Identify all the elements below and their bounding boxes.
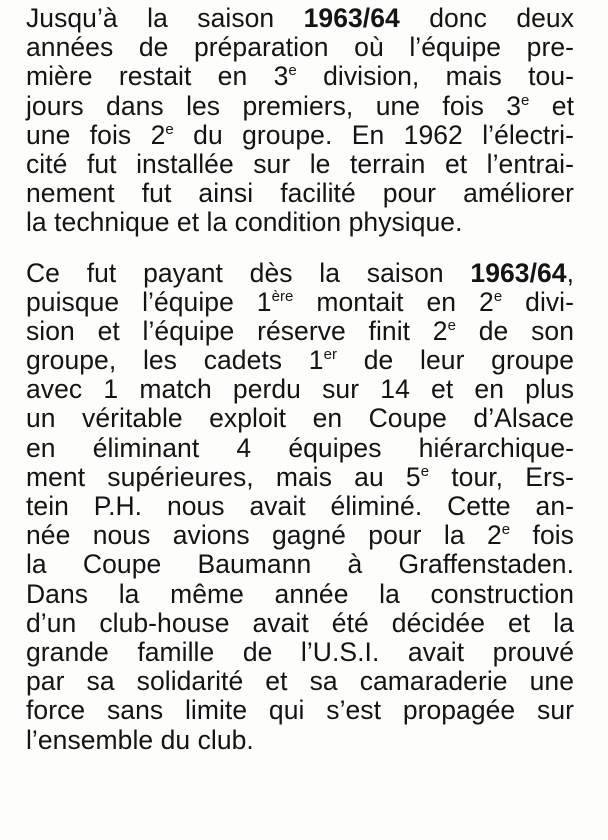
text-run: née nous avions gagné pour la 2 — [26, 520, 502, 551]
text-run: montait en 2 — [293, 286, 494, 317]
text-line — [26, 150, 574, 179]
text-line — [26, 208, 574, 237]
bold-season-text: 1963/64 — [470, 257, 567, 288]
text-run: avec 1 match perdu sur 14 et en plus — [26, 374, 574, 405]
text-run: grande famille de l’U.S.I. avait prouvé — [26, 636, 574, 667]
bold-season-text: 1963/64 — [303, 3, 400, 33]
text-line — [26, 404, 574, 433]
text-run: du groupe. En 1962 l’électri- — [173, 119, 574, 150]
text-line — [26, 696, 574, 725]
text-run: l’ensemble du club. — [26, 724, 254, 755]
text-run: ment supérieures, mais au 5 — [26, 461, 421, 492]
text-run: fois — [510, 520, 574, 551]
text-run: Ce fut payant dès la saison — [26, 257, 471, 288]
text-line — [26, 463, 574, 492]
ordinal-superscript: e — [165, 120, 174, 138]
text-run: force sans limite qui s’est propagée sur — [26, 695, 574, 726]
text-run: un véritable exploit en Coupe d’Alsace — [26, 403, 574, 434]
text-run: nement fut ainsi facilité pour améliorer — [26, 178, 574, 209]
text-line — [26, 434, 574, 463]
text-line — [26, 317, 574, 346]
text-line — [26, 179, 574, 208]
ordinal-superscript: ère — [271, 287, 294, 305]
text-line — [26, 726, 574, 755]
text-run: sion et l’équipe réserve finit 2 — [26, 315, 448, 346]
ordinal-superscript: e — [447, 316, 456, 334]
text-run: puisque l’équipe 1 — [26, 286, 272, 317]
text-run: division, mais tou- — [296, 61, 574, 92]
text-line — [26, 346, 574, 375]
text-run: années de préparation où l’équipe pre- — [26, 32, 574, 63]
text-line — [26, 121, 574, 150]
text-run: de leur groupe — [337, 345, 574, 376]
ordinal-superscript: e — [288, 62, 297, 80]
text-run: par sa solidarité et sa camaraderie une — [26, 666, 574, 697]
text-line — [26, 4, 574, 33]
text-line — [26, 667, 574, 696]
text-line — [26, 259, 574, 288]
text-run: groupe, les cadets 1 — [26, 345, 324, 376]
text-run: mière restait en 3 — [26, 61, 289, 92]
paragraph — [26, 259, 574, 755]
text-run: , — [566, 257, 574, 288]
text-run: divi- — [502, 286, 574, 317]
text-run: tein P.H. nous avait éliminé. Cette an- — [26, 491, 574, 521]
text-run: et — [529, 90, 574, 121]
ordinal-superscript: er — [323, 346, 338, 364]
text-run: donc deux — [399, 3, 575, 33]
text-run: jours dans les premiers, une fois 3 — [26, 90, 522, 121]
text-line — [26, 492, 574, 521]
text-run: Jusqu’à la saison — [26, 3, 304, 33]
text-run: d’un club-house avait été décidée et la — [26, 607, 574, 638]
ordinal-superscript: e — [521, 91, 530, 109]
text-run: de son — [456, 315, 574, 346]
text-line — [26, 375, 574, 404]
text-line — [26, 288, 574, 317]
ordinal-superscript: e — [493, 287, 503, 305]
text-run: tour, Ers- — [429, 461, 574, 492]
paragraph — [26, 4, 574, 238]
text-line — [26, 92, 574, 121]
text-line — [26, 521, 574, 550]
text-run: la Coupe Baumann à Graffenstaden. — [26, 549, 574, 580]
text-run: la technique et la condition physique. — [26, 207, 463, 238]
text-run: cité fut installée sur le terrain et l’entrai- — [26, 148, 574, 179]
text-run: une fois 2 — [26, 119, 166, 150]
text-line — [26, 62, 574, 91]
ordinal-superscript: e — [420, 462, 430, 480]
ordinal-superscript: e — [501, 521, 511, 539]
text-run: en éliminant 4 équipes hiérarchique- — [26, 432, 574, 463]
text-line — [26, 580, 574, 609]
text-line — [26, 638, 574, 667]
text-column — [26, 4, 574, 755]
text-line — [26, 33, 574, 62]
text-line — [26, 609, 574, 638]
text-line — [26, 550, 574, 579]
text-run: Dans la même année la construction — [26, 578, 574, 609]
